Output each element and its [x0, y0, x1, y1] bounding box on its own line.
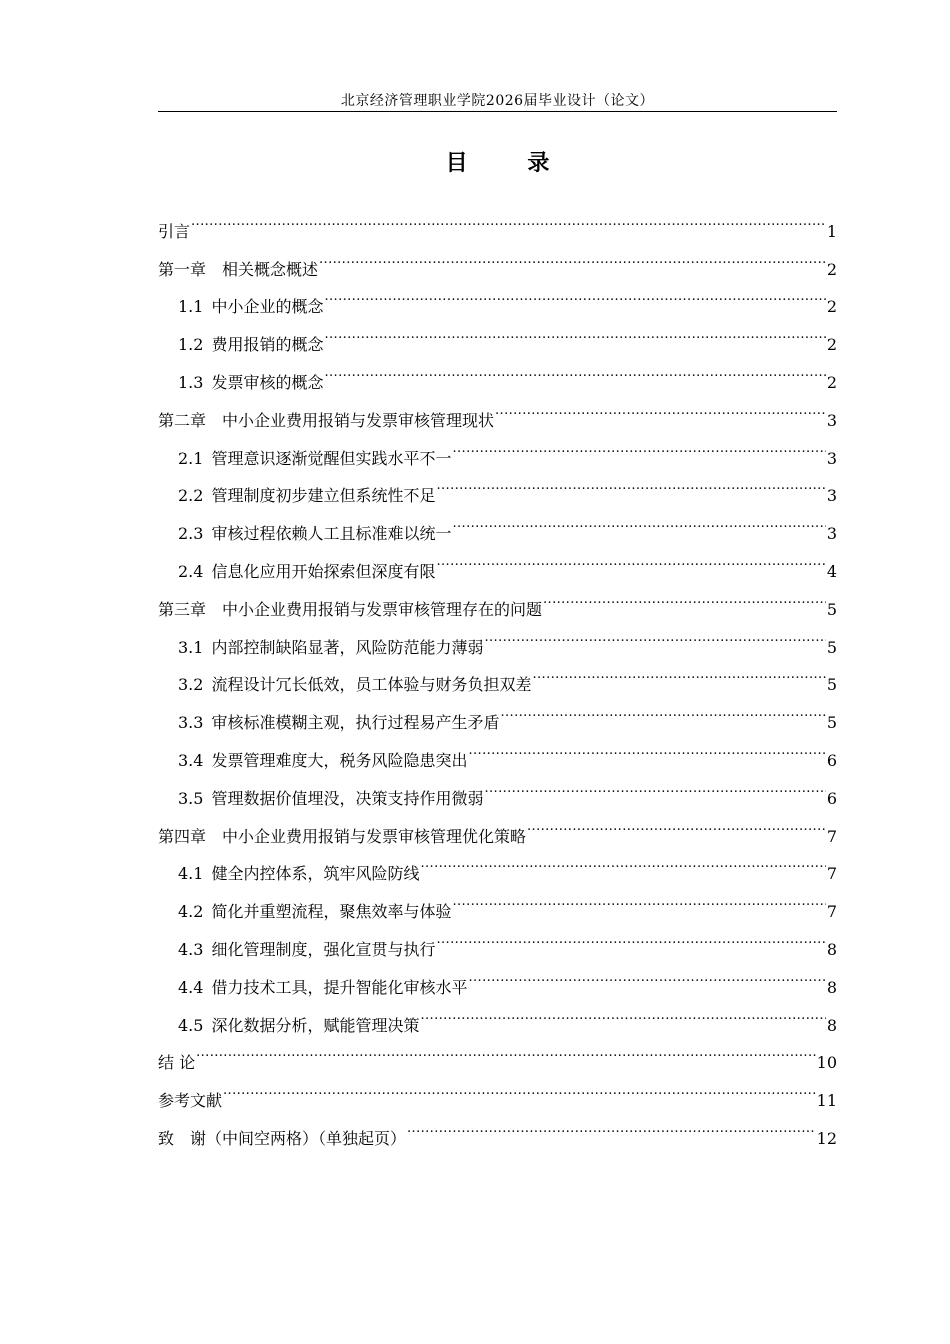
toc-dot-leader [484, 766, 825, 804]
toc-entry-label: 流程设计冗长低效，员工体验与财务负担双差 [211, 675, 532, 695]
toc-dot-leader [452, 879, 825, 917]
toc-chapter-entry[interactable] [158, 1106, 837, 1148]
toc-dot-leader [543, 577, 826, 615]
toc-entry-number: 3.4 [178, 750, 204, 770]
toc-page-number: 2 [826, 372, 837, 392]
toc-entry-number: 4.5 [178, 1015, 204, 1035]
toc-entry-label: 发票审核的概念 [211, 372, 324, 392]
toc-page-number: 3 [826, 524, 837, 544]
toc-entry-label: 管理意识逐渐觉醒但实践水平不一 [211, 448, 452, 468]
toc-dot-leader [436, 464, 825, 502]
toc-page-number: 7 [826, 864, 837, 884]
toc-dot-leader [191, 199, 826, 237]
toc-entry-number: 3.1 [178, 637, 204, 657]
toc-dot-leader [420, 842, 825, 880]
page-header: 北京经济管理职业学院2026届毕业设计（论文） [340, 93, 655, 109]
toc-entry-label: 第四章 中小企业费用报销与发票审核管理优化策略 [158, 826, 527, 846]
toc-entry-label: 信息化应用开始探索但深度有限 [211, 561, 436, 581]
toc-entry-label: 费用报销的概念 [211, 335, 324, 355]
toc-dot-leader [495, 388, 826, 426]
toc-page-number: 1 [826, 221, 837, 241]
toc-entry-number: 4.2 [178, 902, 204, 922]
toc-entry-number: 3.3 [178, 713, 204, 733]
toc-page-number: 7 [826, 902, 837, 922]
toc-chapter-entry[interactable] [158, 1068, 837, 1111]
toc-chapter-entry[interactable] [158, 237, 837, 279]
toc-page-number: 11 [816, 1091, 837, 1111]
toc-entry-label: 发票管理难度大，税务风险隐患突出 [211, 750, 468, 770]
toc-entry-number: 2.4 [178, 561, 204, 581]
toc-dot-leader [452, 426, 825, 464]
toc-page-number: 8 [826, 977, 837, 997]
toc-page-number: 3 [826, 448, 837, 468]
toc-entry-number: 2.2 [178, 486, 204, 506]
toc-entry-number: 2.1 [178, 448, 204, 468]
toc-chapter-entry[interactable] [158, 199, 837, 241]
toc-dot-leader [452, 501, 825, 539]
toc-page-number: 6 [826, 750, 837, 770]
toc-page-number: 3 [826, 410, 837, 430]
toc-dot-leader [324, 275, 825, 313]
toc-page-number: 8 [826, 939, 837, 959]
toc-entry-label: 致 谢（中间空两格）（单独起页） [158, 1128, 407, 1148]
toc-dot-leader [223, 1068, 816, 1106]
toc-entry-number: 1.3 [178, 372, 204, 392]
toc-dot-leader [324, 350, 825, 388]
toc-entry-label: 引言 [158, 221, 191, 241]
header-rule [158, 111, 837, 112]
toc-dot-leader [436, 539, 825, 577]
toc-entry-label: 管理制度初步建立但系统性不足 [211, 486, 436, 506]
toc-entry-number: 3.2 [178, 675, 204, 695]
toc-entry-number: 3.5 [178, 788, 204, 808]
toc-chapter-entry[interactable] [158, 1031, 837, 1073]
toc-dot-leader [436, 917, 825, 955]
toc-dot-leader [468, 955, 825, 993]
toc-dot-leader [324, 312, 825, 350]
toc-page-number: 5 [826, 599, 837, 619]
toc-page-number: 2 [826, 259, 837, 279]
toc-entry-label: 审核标准模糊主观，执行过程易产生矛盾 [211, 713, 500, 733]
toc-entry-number: 4.4 [178, 977, 204, 997]
toc-dot-leader [420, 993, 825, 1031]
toc-page-number: 8 [826, 1015, 837, 1035]
toc-entry-label: 第二章 中小企业费用报销与发票审核管理现状 [158, 410, 495, 430]
toc-page-number: 5 [826, 637, 837, 657]
table-of-contents [158, 199, 837, 1148]
toc-page-number: 4 [826, 561, 837, 581]
toc-page-number: 3 [826, 486, 837, 506]
toc-entry-number: 4.1 [178, 864, 204, 884]
toc-page-number: 6 [826, 788, 837, 808]
toc-dot-leader [319, 237, 826, 275]
toc-dot-leader [407, 1106, 816, 1144]
toc-entry-number: 1.2 [178, 335, 204, 355]
toc-page-number: 12 [816, 1128, 837, 1148]
toc-entry-label: 细化管理制度，强化宣贯与执行 [211, 939, 436, 959]
toc-entry-label: 中小企业的概念 [211, 297, 324, 317]
toc-page-number: 2 [826, 297, 837, 317]
toc-entry-label: 借力技术工具，提升智能化审核水平 [211, 977, 468, 997]
toc-page-number: 5 [826, 675, 837, 695]
toc-dot-leader [527, 804, 826, 842]
toc-dot-leader [532, 653, 825, 691]
toc-page-number: 10 [816, 1053, 837, 1073]
toc-entry-number: 2.3 [178, 524, 204, 544]
toc-dot-leader [468, 728, 825, 766]
toc-entry-label: 审核过程依赖人工且标准难以统一 [211, 524, 452, 544]
toc-dot-leader [500, 690, 825, 728]
toc-page-number: 2 [826, 335, 837, 355]
toc-entry-label: 第三章 中小企业费用报销与发票审核管理存在的问题 [158, 599, 543, 619]
toc-dot-leader [196, 1031, 816, 1069]
toc-page-number: 7 [826, 826, 837, 846]
toc-entry-number: 4.3 [178, 939, 204, 959]
toc-entry-label: 参考文献 [158, 1091, 223, 1111]
toc-dot-leader [484, 615, 825, 653]
toc-entry-label: 内部控制缺陷显著，风险防范能力薄弱 [211, 637, 484, 657]
toc-page-number: 5 [826, 713, 837, 733]
toc-entry-label: 健全内控体系，筑牢风险防线 [211, 864, 420, 884]
toc-entry-number: 1.1 [178, 297, 204, 317]
toc-title: 目 录 [445, 150, 576, 176]
toc-entry-label: 管理数据价值埋没，决策支持作用微弱 [211, 788, 484, 808]
toc-entry-label: 结 论 [158, 1053, 196, 1073]
toc-entry-label: 简化并重塑流程，聚焦效率与体验 [211, 902, 452, 922]
toc-entry-label: 深化数据分析，赋能管理决策 [211, 1015, 420, 1035]
toc-entry-label: 第一章 相关概念概述 [158, 259, 319, 279]
